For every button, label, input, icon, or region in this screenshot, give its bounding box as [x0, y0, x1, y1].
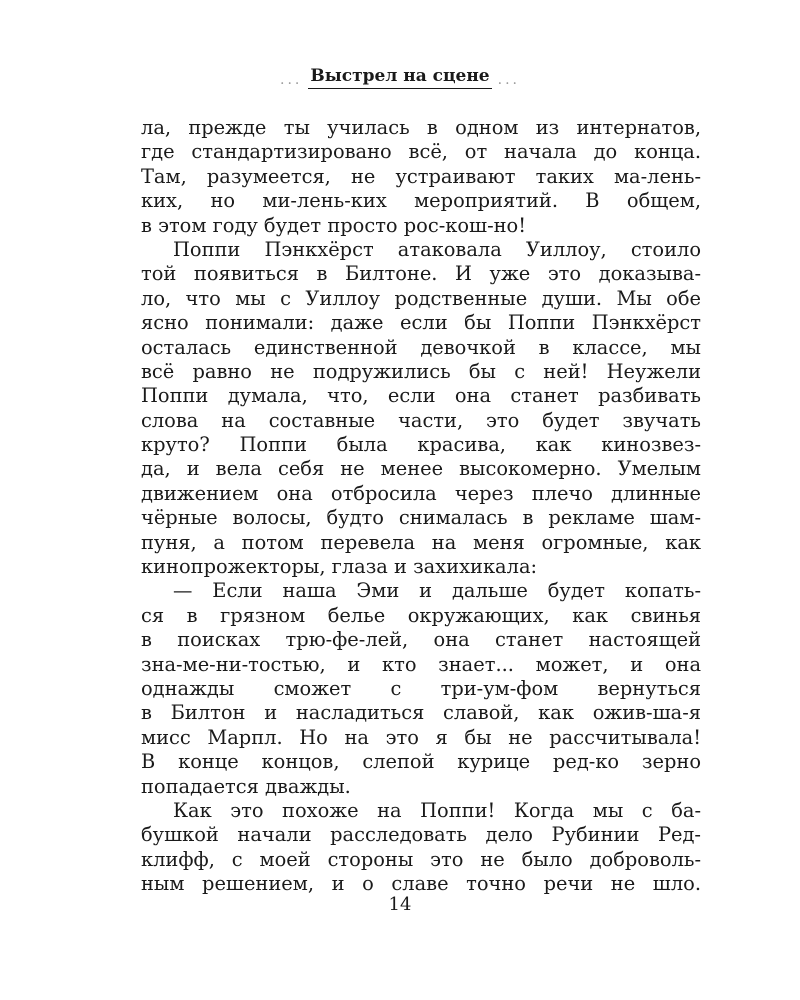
text-line: осталась единственной девочкой в классе, мы	[141, 335, 701, 359]
text-line: всё равно не подружились бы с ней! Неужели	[141, 359, 701, 383]
text-line: движением она отбросила через плечо длинные	[141, 481, 701, 505]
header-dots-right: ...	[497, 72, 520, 89]
text-line: в поисках трю-фе-лей, она станет настоящей	[141, 628, 701, 652]
text-line: да, и вела себя не менее высокомерно. Умелым	[141, 457, 701, 481]
header-title: Выстрел на сцене	[308, 66, 491, 89]
text-line: Поппи думала, что, если она станет разбивать	[141, 384, 701, 408]
text-line: ло, что мы с Уиллоу родственные души. Мы обе	[141, 286, 701, 310]
text-line: зна-ме-ни-тостью, и кто знает... может, и она	[141, 652, 701, 676]
page-number: 14	[388, 894, 412, 915]
text-line: ких, но ми-лень-ких мероприятий. В общем,	[141, 189, 701, 213]
text-line: ся в грязном белье окружающих, как свинья	[141, 603, 701, 627]
text-line: ясно понимали: даже если бы Поппи Пэнкхёрст	[141, 311, 701, 335]
text-line: В конце концов, слепой курице ред-ко зерно	[141, 750, 701, 774]
text-line: — Если наша Эми и дальше будет копать-	[173, 579, 701, 603]
text-line: в Билтон и насладиться славой, как ожив-ша-я	[141, 701, 701, 725]
text-line: слова на составные части, это будет звучать	[141, 408, 701, 432]
text-line: Там, разумеется, не устраивают таких ма-лень-	[141, 164, 701, 188]
text-line: клифф, с моей стороны это не было доброволь-	[141, 847, 701, 871]
body-text	[141, 116, 701, 897]
text-line: Как это похоже на Поппи! Когда мы с ба-	[173, 798, 701, 822]
text-line: мисс Марпл. Но на это я бы не рассчитывала!	[141, 725, 701, 749]
text-line: ла, прежде ты училась в одном из интернатов,	[141, 116, 701, 139]
header-dots-left: ...	[280, 72, 303, 89]
text-line: пуня, а потом перевела на меня огромные, как	[141, 530, 701, 554]
text-line: однажды сможет с три-ум-фом вернуться	[141, 676, 701, 700]
text-line: чёрные волосы, будто снималась в рекламе шам-	[141, 506, 701, 530]
text-line: той появиться в Билтоне. И уже это доказыва-	[141, 262, 701, 286]
text-line: бушкой начали расследовать дело Рубинии Ред-	[141, 823, 701, 847]
text-line: круто? Поппи была красива, как кинозвез-	[141, 433, 701, 457]
text-line: кинопрожекторы, глаза и захихикала:	[141, 555, 538, 579]
text-line: попадается дважды.	[141, 774, 351, 798]
running-header	[0, 66, 800, 89]
text-line: Поппи Пэнкхёрст атаковала Уиллоу, стоило	[173, 237, 701, 261]
text-line: в этом году будет просто рос-кош-но!	[141, 213, 527, 237]
text-line: где стандартизировано всё, от начала до конца.	[141, 140, 701, 164]
text-line: ным решением, и о славе точно речи не шло.	[141, 872, 701, 896]
